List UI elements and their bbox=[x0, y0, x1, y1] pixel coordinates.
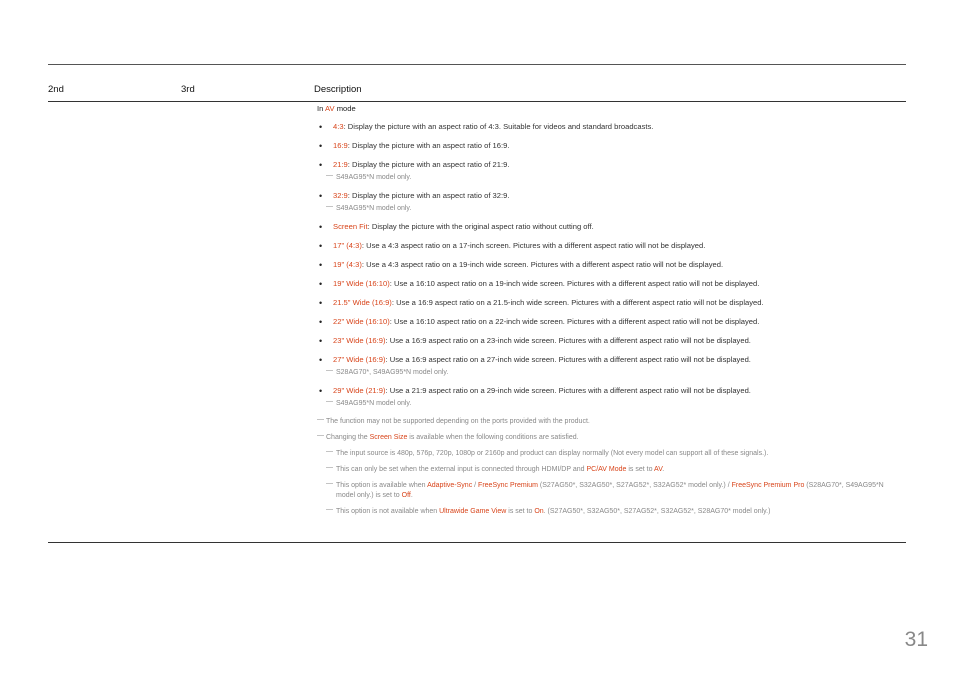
pc-av-mode-term: PC/AV Mode bbox=[586, 466, 627, 473]
list-item-text: : Use a 16:9 aspect ratio on a 27-inch wide screen. Pictures with a different aspect ratio will not be displayed. bbox=[385, 355, 751, 364]
list-item-text: : Use a 16:9 aspect ratio on a 23-inch wide screen. Pictures with a different aspect ratio will not be displayed. bbox=[385, 336, 751, 345]
top-divider bbox=[48, 64, 906, 65]
bottom-divider bbox=[48, 542, 906, 543]
list-item-text: : Display the picture with the original aspect ratio without cutting off. bbox=[367, 222, 594, 231]
list-item-text: : Display the picture with an aspect ratio of 16:9. bbox=[347, 141, 510, 150]
list-item-term: 19" (4:3) bbox=[333, 260, 362, 269]
list-item bbox=[317, 298, 902, 308]
screen-size-note: ― Changing the Screen Size is available when the following conditions are satisfied. bbox=[317, 433, 902, 443]
list-item-text: : Use a 4:3 aspect ratio on a 19-inch wide screen. Pictures with a different aspect ratio will not be displayed. bbox=[361, 260, 724, 269]
header-divider bbox=[48, 101, 906, 102]
description-cell bbox=[317, 104, 902, 523]
model-note: ― S49AG95*N model only. bbox=[317, 399, 902, 409]
list-item-term: 29" Wide (21:9) bbox=[333, 386, 386, 395]
list-item bbox=[317, 386, 902, 396]
ports-note: ― The function may not be supported depending on the ports provided with the product. bbox=[317, 417, 902, 427]
freesync-premium-pro-term: FreeSync Premium Pro bbox=[731, 482, 805, 489]
mode-intro: In AV mode bbox=[317, 104, 356, 113]
list-item-text: : Use a 4:3 aspect ratio on a 17-inch screen. Pictures with a different aspect ratio will not be displayed. bbox=[361, 241, 706, 250]
ultrawide-game-view-term: Ultrawide Game View bbox=[439, 508, 507, 515]
adaptive-sync-term: Adaptive-Sync bbox=[427, 482, 473, 489]
list-item bbox=[317, 122, 902, 132]
list-item bbox=[317, 336, 902, 346]
list-item-term: 17" (4:3) bbox=[333, 241, 362, 250]
list-item-text: : Use a 21:9 aspect ratio on a 29-inch wide screen. Pictures with a different aspect ratio will not be displayed. bbox=[385, 386, 751, 395]
aspect-ratio-list bbox=[317, 122, 902, 409]
list-item-text: : Display the picture with an aspect ratio of 21:9. bbox=[347, 160, 510, 169]
list-item bbox=[317, 279, 902, 289]
on-term: On bbox=[534, 508, 544, 515]
list-item bbox=[317, 191, 902, 201]
list-item-term: 22" Wide (16:10) bbox=[333, 317, 390, 326]
list-item bbox=[317, 160, 902, 170]
list-item-text: : Use a 16:10 aspect ratio on a 19-inch wide screen. Pictures with a different aspect ratio will not be displayed. bbox=[389, 279, 760, 288]
off-term: Off bbox=[401, 492, 411, 499]
list-item bbox=[317, 355, 902, 365]
condition-hdmi-dp: ― This can only be set when the external input is connected through HDMI/DP and PC/AV Mode is set to AV. bbox=[317, 465, 902, 475]
model-note: ― S49AG95*N model only. bbox=[317, 204, 902, 214]
list-item bbox=[317, 141, 902, 151]
model-note: ― S28AG70*, S49AG95*N model only. bbox=[317, 368, 902, 378]
list-item-term: 21:9 bbox=[333, 160, 348, 169]
list-item-text: : Display the picture with an aspect ratio of 32:9. bbox=[347, 191, 510, 200]
condition-ultrawide: ― This option is not available when Ultrawide Game View is set to On. (S27AG50*, S32AG50*, S27AG52*, S32AG52*, S28AG70* model only.) bbox=[317, 507, 902, 517]
page-number: 31 bbox=[904, 628, 928, 651]
condition-adaptive-sync: ― This option is available when Adaptive-Sync / FreeSync Premium (S27AG50*, S32AG50*, S27AG52*, S32AG52* model only.) / FreeSync Premium Pro (S28AG70*, S49AG95*N model only.) is set to Off. bbox=[317, 481, 902, 501]
list-item-term: 19" Wide (16:10) bbox=[333, 279, 390, 288]
header-3rd: 3rd bbox=[181, 84, 195, 95]
list-item-term: 4:3 bbox=[333, 122, 344, 131]
mode-term: AV bbox=[325, 104, 335, 113]
list-item bbox=[317, 241, 902, 251]
header-2nd: 2nd bbox=[48, 84, 64, 95]
list-item-term: 27" Wide (16:9) bbox=[333, 355, 386, 364]
list-item-term: 23" Wide (16:9) bbox=[333, 336, 386, 345]
condition-resolution: ― The input source is 480p, 576p, 720p, 1080p or 2160p and product can display normally (Not every model can support all of these signals.). bbox=[317, 449, 902, 459]
header-description: Description bbox=[314, 84, 362, 95]
table-header bbox=[0, 84, 954, 98]
list-item-text: : Use a 16:9 aspect ratio on a 21.5-inch wide screen. Pictures with a different aspect ratio will not be displayed. bbox=[391, 298, 764, 307]
list-item-term: 32:9 bbox=[333, 191, 348, 200]
list-item bbox=[317, 222, 902, 232]
list-item-text: : Display the picture with an aspect ratio of 4:3. Suitable for videos and standard broadcasts. bbox=[343, 122, 654, 131]
freesync-premium-term: FreeSync Premium bbox=[478, 482, 538, 489]
list-item bbox=[317, 317, 902, 327]
list-item-term: 21.5" Wide (16:9) bbox=[333, 298, 392, 307]
list-item-term: Screen Fit bbox=[333, 222, 368, 231]
list-item-term: 16:9 bbox=[333, 141, 348, 150]
list-item bbox=[317, 260, 902, 270]
screen-size-term: Screen Size bbox=[369, 434, 408, 441]
av-term: AV bbox=[654, 466, 663, 473]
list-item-text: : Use a 16:10 aspect ratio on a 22-inch wide screen. Pictures with a different aspect ratio will not be displayed. bbox=[389, 317, 760, 326]
model-note: ― S49AG95*N model only. bbox=[317, 173, 902, 183]
